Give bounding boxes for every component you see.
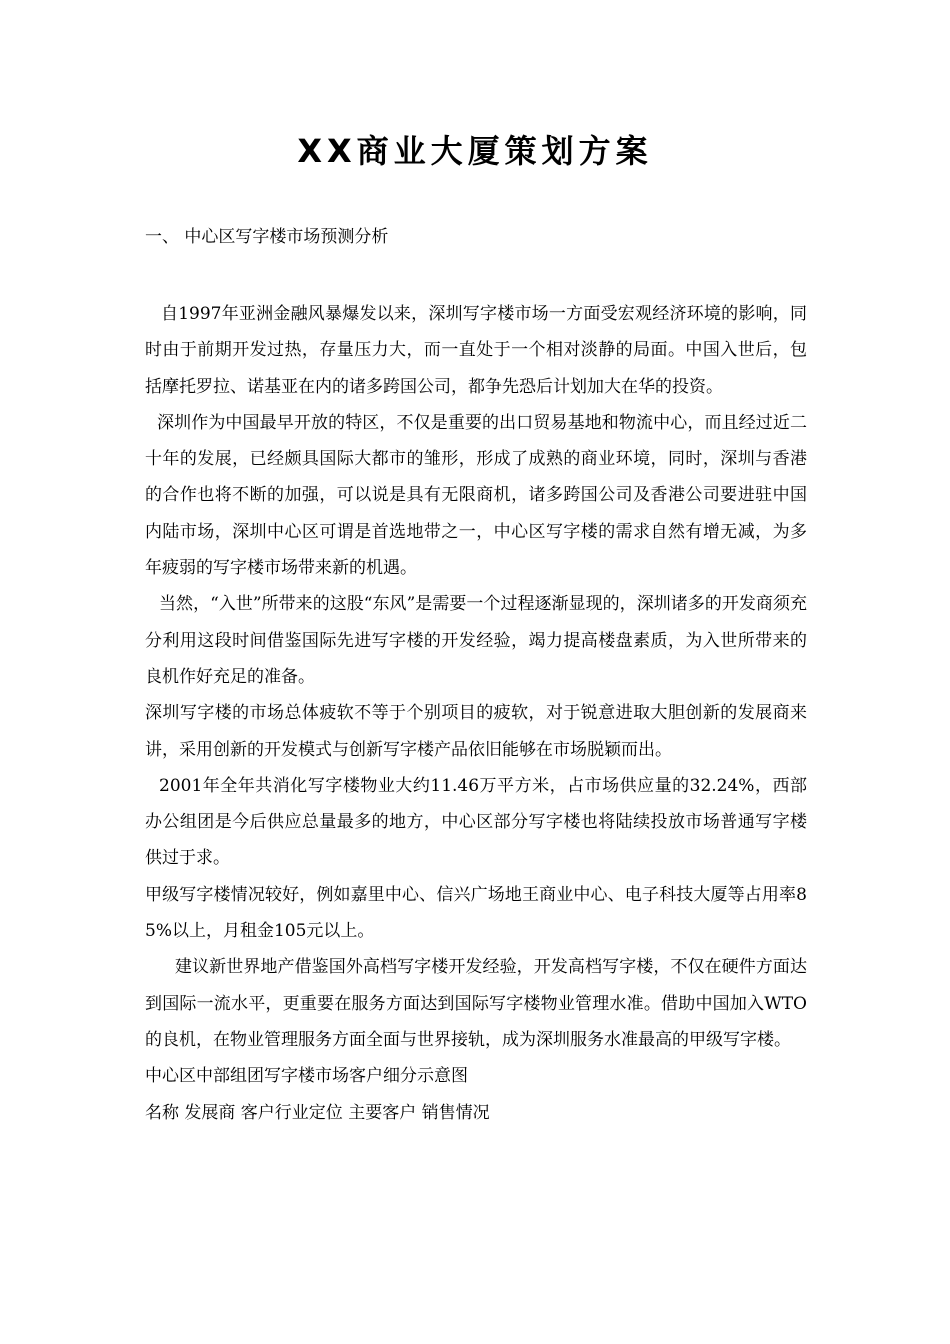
paragraph-5: 2001年全年共消化写字楼物业大约11.46万平方米，占市场供应量的32.24%，西部办公组团是今后供应总量最多的地方，中心区部分写字楼也将陆续投放市场普通写字楼供过于求。 [145, 775, 807, 869]
document-body [145, 296, 807, 1131]
paragraph-4: 深圳写字楼的市场总体疲软不等于个别项目的疲软，对于锐意进取大胆创新的发展商来讲，采用创新的开发模式与创新写字楼产品依旧能够在市场脱颖而出。 [145, 703, 807, 760]
section-heading: 一、 中心区写字楼市场预测分析 [145, 227, 389, 247]
table-header-line: 名称 发展商 客户行业定位 主要客户 销售情况 [145, 1102, 490, 1123]
figure-caption: 中心区中部组团写字楼市场客户细分示意图 [145, 1066, 468, 1087]
paragraph-2: 深圳作为中国最早开放的特区，不仅是重要的出口贸易基地和物流中心，而且经过近二十年的发展，已经颇具国际大都市的雏形，形成了成熟的商业环境，同时，深圳与香港的合作也将不断的加强，可以说是具有无限商机，诸多跨国公司及香港公司要进驻中国内陆市场，深圳中心区可谓是首选地带之一，中心区写字楼的需求自然有增无减，为多年疲弱的写字楼市场带来新的机遇。 [145, 412, 807, 579]
paragraph-1: 自1997年亚洲金融风暴爆发以来，深圳写字楼市场一方面受宏观经济环境的影响，同时由于前期开发过热，存量压力大，而一直处于一个相对淡静的局面。中国入世后，包括摩托罗拉、诺基亚在内的诸多跨国公司，都争先恐后计划加大在华的投资。 [145, 304, 807, 397]
document-title: XX商业大厦策划方案 [297, 132, 653, 170]
paragraph-3: 当然，“入世”所带来的这股“东风”是需要一个过程逐渐显现的，深圳诸多的开发商须充分利用这段时间借鉴国际先进写字楼的开发经验，竭力提高楼盘素质，为入世所带来的良机作好充足的准备。 [145, 594, 807, 687]
paragraph-6: 甲级写字楼情况较好，例如嘉里中心、信兴广场地王商业中心、电子科技大厦等占用率85%以上，月租金105元以上。 [145, 884, 807, 942]
paragraph-7: 建议新世界地产借鉴国外高档写字楼开发经验，开发高档写字楼，不仅在硬件方面达到国际一流水平，更重要在服务方面达到国际写字楼物业管理水准。借助中国加入WTO的良机，在物业管理服务方面全面与世界接轨，成为深圳服务水准最高的甲级写字楼。 [145, 957, 807, 1050]
